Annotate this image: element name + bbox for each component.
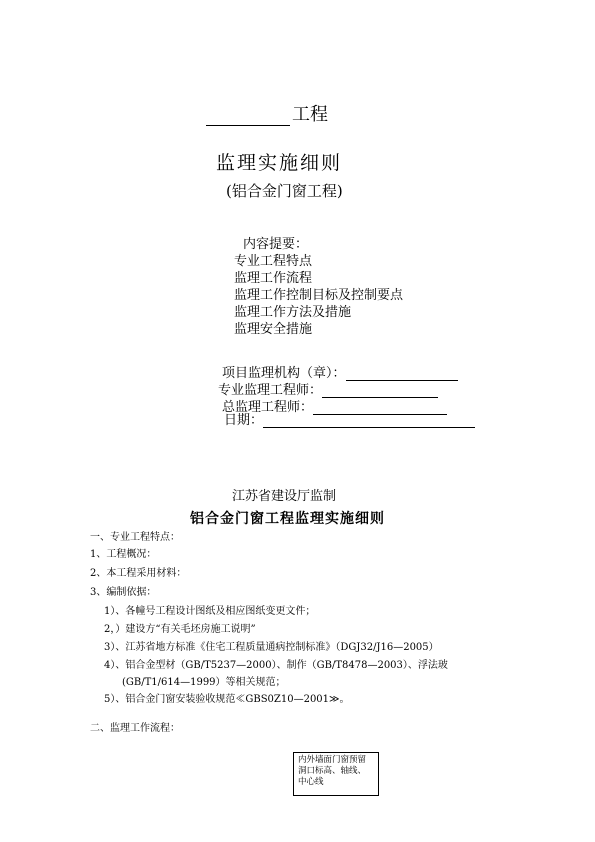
body-line: 2，）建设方“有关毛坯房施工说明”: [104, 624, 256, 635]
body-line: 3）、江苏省地方标准《住宅工程质量通病控制标准》（DGJ32/J16—2005）: [104, 642, 439, 653]
body-line: 3、编制依据：: [90, 587, 157, 598]
signature-field-chief: 总监理工程师：: [222, 396, 447, 415]
main-title: 监理实施细则: [216, 152, 343, 174]
signature-line: [263, 414, 475, 428]
summary-item: 监理工作控制目标及控制要点: [234, 288, 404, 303]
signature-field-agency: 项目监理机构（章）：: [222, 362, 458, 381]
body-line: 5）、铝合金门窗安装验收规范≪GBS0Z10—2001≫。: [104, 694, 350, 705]
project-title-line: [206, 100, 328, 126]
signature-field-date: 日期：: [224, 409, 475, 428]
project-name-blank: [206, 107, 290, 126]
issuer: 江苏省建设厅监制: [232, 489, 337, 504]
section-heading: 一、专业工程特点：: [90, 532, 180, 543]
flow-box: 内外墙面门窗预留洞口标高、轴线、中心线: [293, 752, 379, 796]
summary-item: 监理工作方法及措施: [234, 305, 352, 320]
summary-heading: 内容提要：: [243, 237, 309, 252]
body-line: 4）、铝合金型材（GB/T5237—2000）、制作（GB/T8478—2003）、浮法玻: [104, 660, 448, 671]
signature-field-specialist: 专业监理工程师：: [218, 379, 438, 398]
body-line: 1、工程概况：: [90, 549, 157, 560]
body-line: 1）、各幢号工程设计图纸及相应图纸变更文件；: [104, 606, 316, 617]
body-title: 铝合金门窗工程监理实施细则: [190, 511, 385, 527]
subtitle: (铝合金门窗工程): [226, 182, 343, 200]
summary-item: 监理工作流程: [234, 271, 313, 286]
summary-item: 监理安全措施: [234, 322, 313, 337]
section-heading: 二、监理工作流程：: [90, 723, 180, 734]
summary-item: 专业工程特点: [234, 254, 313, 269]
body-line: 2、本工程采用材料：: [90, 568, 187, 579]
project-suffix: 工程: [292, 104, 328, 125]
body-line: (GB/T1/614—1999）等相关规范；: [122, 677, 286, 688]
